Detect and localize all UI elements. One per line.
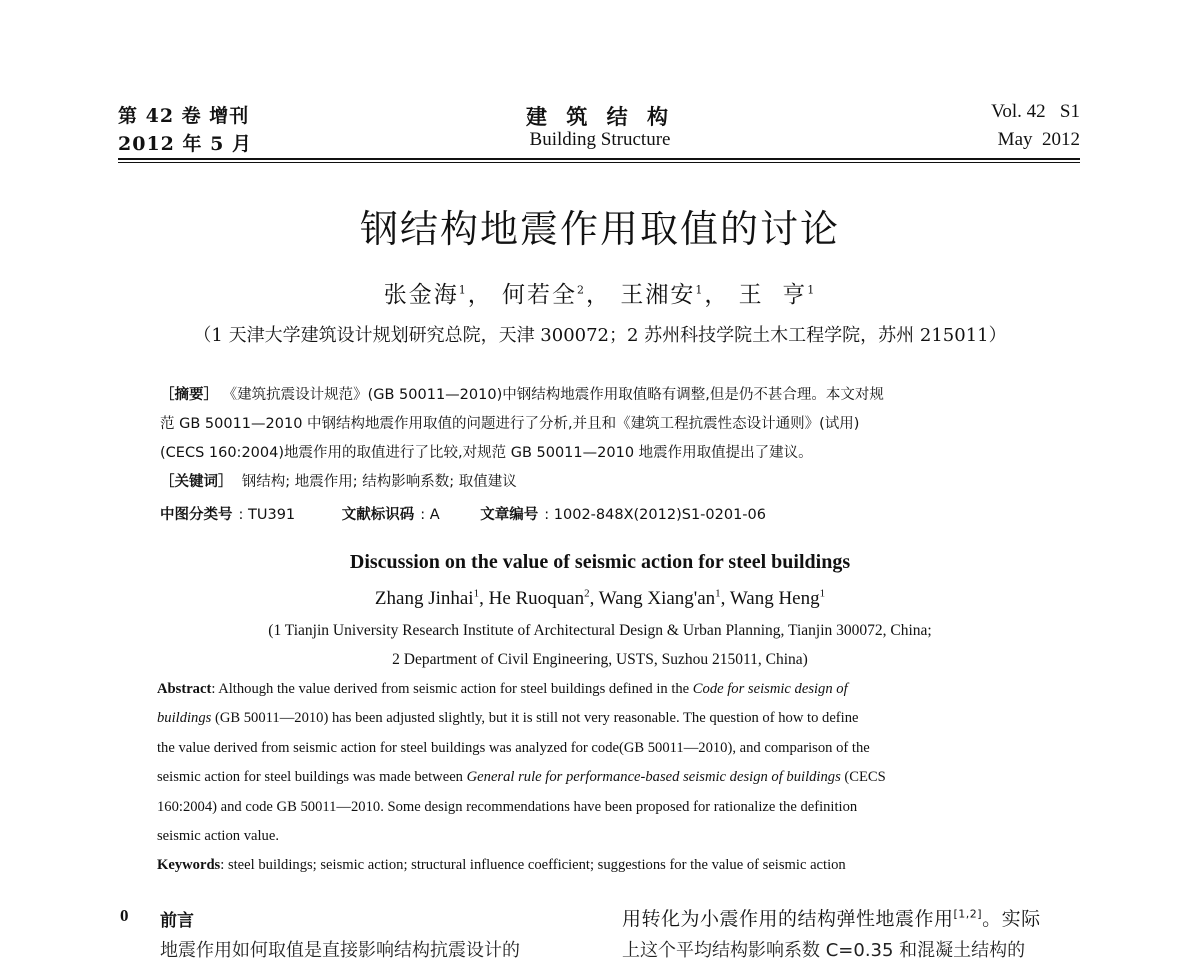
en-author: Wang Heng: [729, 588, 820, 609]
en-author-separator: ,: [479, 588, 489, 609]
english-title: Discussion on the value of seismic action for steel buildings: [349, 551, 851, 573]
citation-sup: [1,2]: [953, 907, 983, 921]
en-author: Zhang Jinhai: [374, 588, 474, 609]
doc-code-value: : A: [420, 507, 440, 523]
doc-code-label: 文献标识码: [341, 507, 415, 523]
english-author-list: [0, 588, 1200, 610]
body-left-partial-line: 地震作用如何取值是直接影响结构抗震设计的: [160, 940, 520, 961]
abstract-cn-label: ［摘要］: [160, 387, 218, 403]
clc-label: 中图分类号: [160, 507, 233, 523]
journal-volume-en: Vol. 42 S1: [991, 101, 1080, 122]
journal-name-en: Building Structure: [529, 129, 671, 150]
body-right-text: 用转化为小震作用的结构弹性地震作用: [622, 908, 954, 930]
header-rule-top: [118, 158, 1080, 160]
en-author-sup: 1: [715, 587, 721, 600]
affiliation-cn: （1 天津大学建筑设计规划研究总院，天津 300072；2 苏州科技学院土木工程学院，苏州 215011）: [193, 325, 1007, 346]
author-separator: ，: [467, 282, 493, 308]
body-right-line: [622, 904, 1041, 931]
keywords-cn: [160, 468, 1080, 497]
abstract-en-italic: buildings: [157, 710, 212, 727]
abstract-en-line: [157, 763, 1081, 792]
abstract-en-italic: General rule for performance-based seismic design of buildings: [466, 769, 841, 786]
en-author-sup: 1: [473, 587, 480, 600]
en-author-separator: ,: [589, 588, 599, 609]
abstract-en-line: 160:2004) and code GB 50011—2010. Some design recommendations have been proposed for rationalize the definition: [157, 798, 858, 815]
journal-volume-cn: 第 42 卷 增刊: [118, 105, 250, 127]
abstract-en-text: (GB 50011—2010) has been adjusted slightly, but it is still not very reasonable. The question of how to define: [211, 710, 859, 727]
abstract-en-line: [157, 704, 1081, 733]
author-sup: 1: [695, 283, 705, 297]
abstract-cn-line: [160, 381, 1080, 410]
author-list: [0, 276, 1200, 309]
author-separator: ，: [704, 282, 730, 308]
body-right-text: 。实际: [982, 908, 1041, 930]
abstract-en-line: [157, 675, 1081, 704]
journal-date-en: May 2012: [997, 129, 1080, 150]
keywords-en: [157, 857, 846, 874]
abstract-cn: [160, 381, 1080, 497]
english-affiliation-line1: (1 Tianjin University Research Institute of Architectural Design & Urban Planning, Tianjin 300072, China;: [268, 622, 932, 639]
section-title: 前言: [160, 911, 194, 931]
abstract-cn-line: 范 GB 50011—2010 中钢结构地震作用取值的问题进行了分析,并且和《建筑工程抗震性态设计通则》(试用): [160, 416, 860, 432]
abstract-cn-line: (CECS 160:2004)地震作用的取值进行了比较,对规范 GB 50011—2010 地震作用取值提出了建议。: [160, 445, 813, 461]
en-author-sup: 2: [584, 587, 590, 600]
abstract-en-text: : Although the value derived from seismic action for steel buildings defined in the: [211, 681, 693, 697]
abstract-en-label: Abstract: [157, 681, 212, 697]
article-no-value: : 1002-848X(2012)S1-0201-06: [544, 507, 766, 523]
author: 何若全: [502, 282, 578, 308]
en-author-sup: 1: [819, 587, 826, 600]
english-affiliation-line2: 2 Department of Civil Engineering, USTS, Suzhou 215011, China): [392, 651, 808, 668]
author-sup: 1: [458, 283, 468, 297]
author-separator: ，: [586, 282, 612, 308]
author: 张金海: [383, 282, 459, 308]
journal-date-cn: 2012 年 5 月: [118, 133, 252, 155]
abstract-en-line: the value derived from seismic action for steel buildings was analyzed for code(GB 50011—2010), and comparison of the: [157, 739, 870, 756]
paper-title: 钢结构地震作用取值的讨论: [359, 207, 840, 251]
body-right-partial-line: 上这个平均结构影响系数 C=0.35 和混凝土结构的: [622, 940, 1026, 961]
keywords-cn-text: 钢结构; 地震作用; 结构影响系数; 取值建议: [241, 474, 517, 490]
classification-row: [160, 503, 772, 524]
author: 王 亨: [738, 282, 808, 308]
abstract-en-text: (CECS: [840, 769, 886, 786]
keywords-en-label: Keywords: [157, 857, 221, 873]
en-author-separator: ,: [720, 588, 730, 609]
abstract-cn-text: 《建筑抗震设计规范》(GB 50011—2010)中钢结构地震作用取值略有调整,但是仍不甚合理。本文对规: [222, 387, 884, 403]
author-sup: 1: [807, 283, 817, 297]
abstract-en-line: seismic action value.: [157, 828, 279, 845]
abstract-en-italic: Code for seismic design of: [692, 681, 848, 697]
header-rule-bottom: [118, 162, 1080, 163]
author: 王湘安: [620, 282, 696, 308]
en-author: He Ruoquan: [488, 588, 585, 609]
en-author: Wang Xiang'an: [598, 588, 716, 609]
abstract-en-text: seismic action for steel buildings was made between: [157, 769, 467, 786]
abstract-en: [157, 675, 1081, 851]
author-sup: 2: [577, 283, 587, 297]
section-number: 0: [120, 906, 129, 925]
journal-name-cn: 建 筑 结 构: [526, 104, 674, 129]
article-no-label: 文章编号: [480, 507, 539, 523]
keywords-en-text: : steel buildings; seismic action; structural influence coefficient; suggestions for the value of seismic action: [220, 857, 846, 873]
keywords-cn-label: ［关键词］: [160, 474, 233, 490]
clc-value: : TU391: [238, 507, 296, 523]
